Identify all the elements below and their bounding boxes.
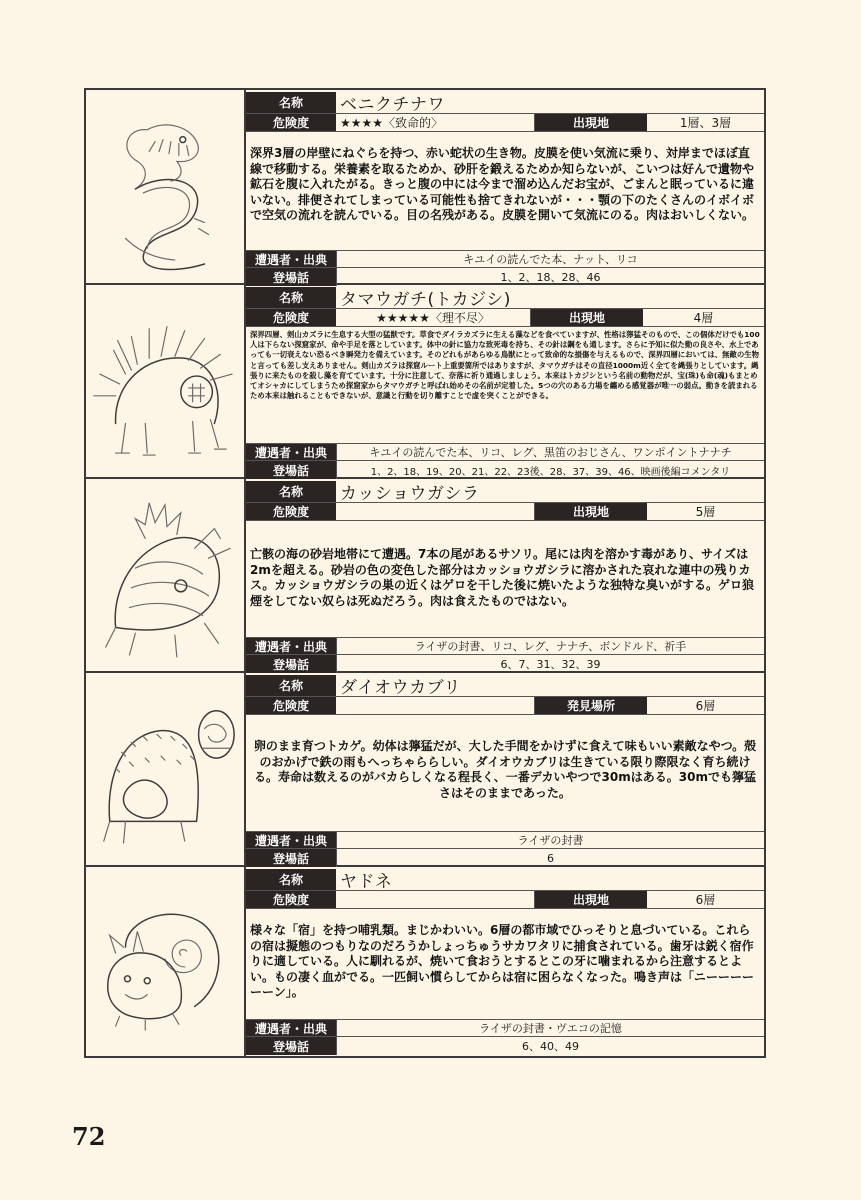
shell-creature-sketch-icon	[86, 867, 246, 1056]
danger-rating	[336, 503, 535, 520]
scorpion-sketch-icon	[86, 479, 246, 671]
danger-label: 危険度	[246, 309, 336, 326]
episodes-value: 1、2、18、19、20、21、22、23後、28、37、39、46、映画後編コメンタリ	[336, 461, 764, 479]
creature-catalog-table	[84, 88, 766, 1058]
creature-name: タマウガチ(トカジシ)	[340, 290, 511, 308]
episodes-label: 登場話	[246, 849, 336, 867]
creature-description: 様々な「宿」を持つ哺乳類。まじかわいい。6層の都市域でひっそりと息づいている。これらの宿は擬態のつもりなのだろうかしょっちゅうサカワタリに捕食されている。歯牙は鋭く宿作りに適している。人に馴れるが、焼いて食おうとするとこの牙に噛まれるから注意するとよい。もの凄く血がでる。一匹飼い慣らしてからは宿に困らなくなった。鳴き声は「ニーーーーーーン」。	[250, 923, 755, 999]
creature-name: カッショウガシラ	[340, 484, 480, 502]
source-value: キユイの読んでた本、リコ、レグ、黒笛のおじさん、ワンポイントナナチ	[336, 444, 764, 460]
creature-description: 卵のまま育つトカゲ。幼体は獰猛だが、大した手間をかけずに食えて味もいい素敵なやつ。殻のおかげで鉄の雨もへっちゃららしい。ダイオウカブリは生きている限り際限なく育ち続ける。寿命は数えるのがバカらしくなる程長く、一番デカいやつで30mはある。30mでも獰猛さはそのままであった。	[253, 739, 757, 800]
place-label: 出現地	[535, 891, 647, 908]
source-label: 遭遇者・出典	[246, 251, 336, 267]
creature-entry	[86, 673, 764, 867]
source-label: 遭遇者・出典	[246, 832, 336, 848]
habitat-floor: 6層	[695, 699, 716, 713]
source-value: キユイの読んでた本、ナット、リコ	[336, 251, 764, 267]
source-value: ライザの封書、リコ、レグ、ナナチ、ボンドルド、祈手	[336, 638, 764, 654]
danger-rating	[336, 891, 535, 908]
source-value: ライザの封書	[336, 832, 764, 848]
name-label: 名称	[246, 92, 336, 113]
place-label: 出現地	[531, 309, 643, 326]
danger-label: 危険度	[246, 114, 336, 131]
creature-name: ヤドネ	[340, 872, 393, 890]
habitat-floor: 5層	[695, 505, 716, 519]
episodes-label: 登場話	[246, 655, 336, 673]
episodes-label: 登場話	[246, 1037, 336, 1055]
danger-label: 危険度	[246, 503, 336, 520]
creature-info	[246, 285, 764, 477]
creature-entry	[86, 867, 764, 1056]
habitat-floor: 4層	[693, 311, 714, 325]
episodes-value: 6、7、31、32、39	[336, 655, 764, 673]
creature-info	[246, 673, 764, 865]
creature-name: ダイオウカブリ	[340, 678, 461, 696]
episodes-label: 登場話	[246, 268, 336, 286]
creature-entry	[86, 285, 764, 479]
creature-info	[246, 479, 764, 671]
source-label: 遭遇者・出典	[246, 1020, 336, 1036]
habitat-floor: 1層、3層	[679, 116, 732, 130]
source-value: ライザの封書・ヴエコの記憶	[336, 1020, 764, 1036]
egg-lizard-sketch-icon	[86, 673, 246, 865]
creature-entry	[86, 479, 764, 673]
name-label: 名称	[246, 287, 336, 308]
place-label: 出現地	[535, 114, 647, 131]
creature-description: 深界四層、剣山カズラに生息する大型の猛獣です。草食でダイラカズラに生える藻などを食べていますが、性格は獰猛そのもので、この個体だけでも100人は下らない探窟家が、命や手足を落としています。体中の針に協力な致死毒を持ち、その針は鋼をも通します。さらに予知に似た動の良さや、水上であっても一切衰えない恐るべき瞬発力を備えています。そのどれもがあらゆる鳥獣にとって致命的な損傷を与えるもので、深界四層においては、無敵の生物と言っても差し支えありません。剣山カズラは探窟ルート上重要箇所ではありますが、タマウガチはその直径1000m近く全てを縄張りとしています。縄張りに来たものを殺し藻を育てています。十分に注意して、奈落に祈り通過しましょう。本来はトカジシという名前の動物だが、宝(珠)も命(魂)もまとめてオシャカにしてしまうため探窟家からタマウガチと呼ばれ始めその名前が定着した。5つの穴のある力場を纏める感覚器が唯一の弱点。動きを読まれるため本来は触れることもできないが、意識と行動を切り離すことで虚を突くことができる。	[250, 330, 760, 401]
danger-rating	[336, 697, 535, 714]
episodes-value: 1、2、18、28、46	[336, 268, 764, 286]
danger-label: 危険度	[246, 891, 336, 908]
page-number: 72	[72, 1122, 106, 1151]
habitat-floor: 6層	[695, 893, 716, 907]
name-label: 名称	[246, 869, 336, 890]
name-label: 名称	[246, 481, 336, 502]
spiked-beast-sketch-icon	[86, 285, 246, 477]
episodes-value: 6	[336, 849, 764, 867]
danger-rating: ★★★★★〈理不尽〉	[336, 309, 531, 326]
place-label: 出現地	[535, 503, 647, 520]
creature-description: 亡骸の海の砂岩地帯にて遭遇。7本の尾があるサソリ。尾には肉を溶かす毒があり、サイズは2mを超える。砂岩の色の変色した部分はカッショウガシラに溶かされた哀れな連中の残りカス。カッショウガシラの巣の近くはゲロを干した後に焼いたような独特な臭いがする。ゲロ狼煙をしてない奴らは死ぬだろう。肉は食えたものではない。	[250, 547, 755, 608]
creature-info	[246, 90, 764, 283]
name-label: 名称	[246, 675, 336, 696]
creature-info	[246, 867, 764, 1056]
episodes-label: 登場話	[246, 461, 336, 479]
creature-description: 深界3層の岸壁にねぐらを持つ、赤い蛇状の生き物。皮膜を使い気流に乗り、対岸までほぼ直線で移動する。栄養素を取るためか、砂肝を鍛えるためか知らないが、こいつは好んで遺物や鉱石を腹に入れたがる。きっと腹の中には今まで溜め込んだお宝が、ごまんと眠っているに違いない。排便されてしまっている可能性も捨てきれないが・・・顎の下のたくさんのイボイボで空気の流れを読んでいる。目の名残がある。皮膜を開いて気流にのる。肉はおいしくない。	[250, 146, 755, 222]
danger-label: 危険度	[246, 697, 336, 714]
episodes-value: 6、40、49	[336, 1037, 764, 1055]
source-label: 遭遇者・出典	[246, 638, 336, 654]
creature-name: ベニクチナワ	[340, 95, 445, 113]
serpent-sketch-icon	[86, 90, 246, 283]
place-label: 発見場所	[535, 697, 647, 714]
creature-entry	[86, 90, 764, 285]
danger-rating: ★★★★〈致命的〉	[336, 114, 535, 131]
source-label: 遭遇者・出典	[246, 444, 336, 460]
